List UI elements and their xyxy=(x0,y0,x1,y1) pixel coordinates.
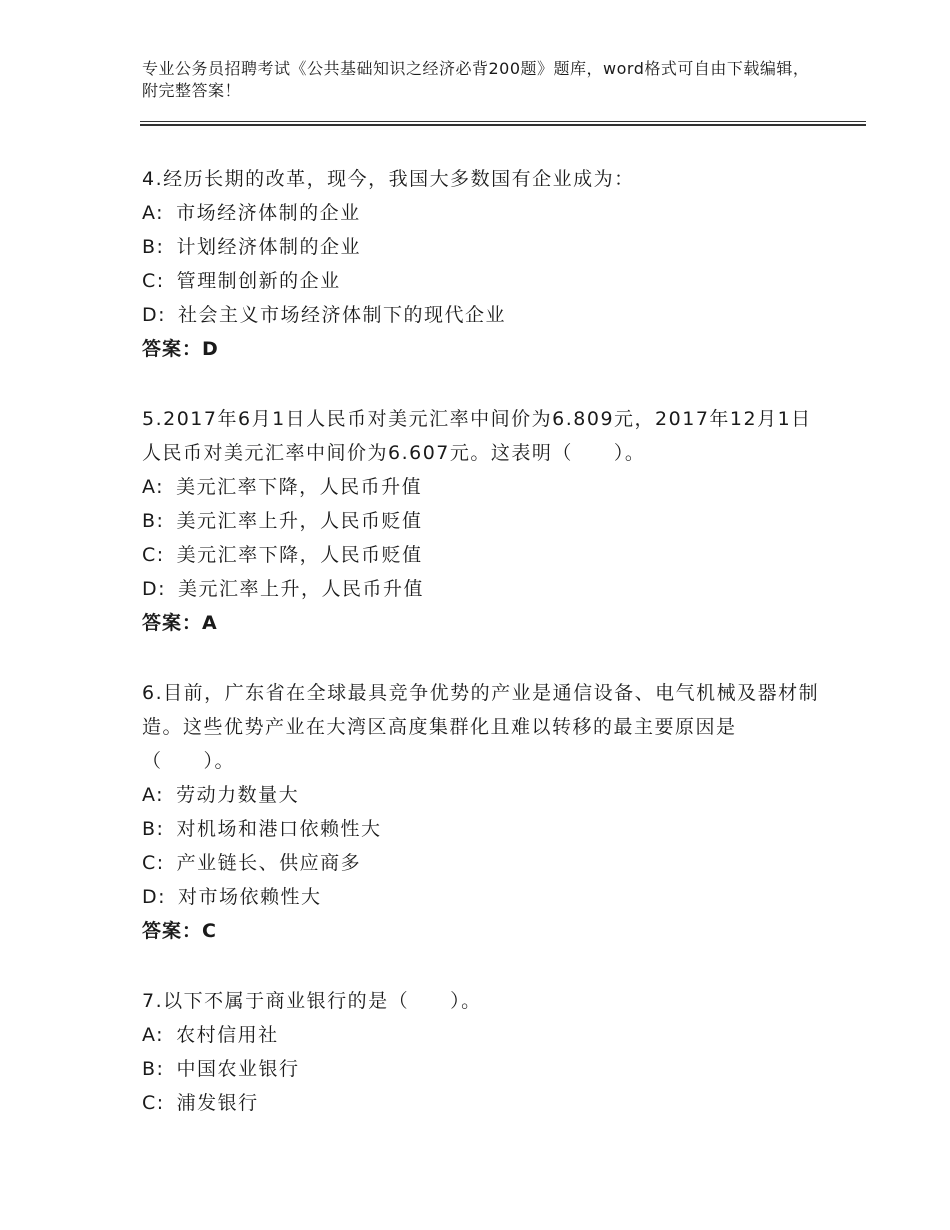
option-c xyxy=(142,538,822,572)
option-letter: C: xyxy=(142,852,165,874)
option-text: 美元汇率上升，人民币升值 xyxy=(178,578,425,600)
option-c xyxy=(142,264,822,298)
option-letter: B: xyxy=(142,818,165,840)
answer: 答案：A xyxy=(142,612,218,634)
option-letter: A: xyxy=(142,784,165,806)
option-text: 美元汇率上升，人民币贬值 xyxy=(176,510,423,532)
header-divider-thin xyxy=(140,121,866,122)
question-stem: 7.以下不属于商业银行的是（ ）。 xyxy=(142,990,482,1012)
option-text: 中国农业银行 xyxy=(176,1058,300,1080)
question-7 xyxy=(142,984,822,1120)
option-c xyxy=(142,1086,822,1120)
option-letter: B: xyxy=(142,1058,165,1080)
option-d xyxy=(142,880,822,914)
option-b xyxy=(142,230,822,264)
option-text: 社会主义市场经济体制下的现代企业 xyxy=(178,304,507,326)
option-text: 产业链长、供应商多 xyxy=(176,852,362,874)
option-letter: A: xyxy=(142,1024,165,1046)
question-4 xyxy=(142,162,822,366)
answer: 答案：D xyxy=(142,338,219,360)
option-text: 美元汇率下降，人民币贬值 xyxy=(176,544,423,566)
option-text: 市场经济体制的企业 xyxy=(176,202,361,224)
option-text: 美元汇率下降，人民币升值 xyxy=(176,476,423,498)
option-letter: A: xyxy=(142,202,165,224)
option-letter: D: xyxy=(142,578,167,600)
option-text: 农村信用社 xyxy=(176,1024,279,1046)
header-divider-thick xyxy=(140,124,866,126)
answer: 答案：C xyxy=(142,920,217,942)
option-letter: D: xyxy=(142,886,167,908)
option-d xyxy=(142,572,822,606)
option-letter: A: xyxy=(142,476,165,498)
question-list xyxy=(142,162,822,1156)
option-letter: C: xyxy=(142,1092,165,1114)
question-stem: 4.经历长期的改革，现今，我国大多数国有企业成为： xyxy=(142,168,635,190)
option-letter: C: xyxy=(142,544,165,566)
option-text: 对市场依赖性大 xyxy=(178,886,322,908)
option-letter: B: xyxy=(142,510,165,532)
question-stem: 6.目前，广东省在全球最具竞争优势的产业是通信设备、电气机械及器材制造。这些优势产业在大湾区高度集群化且难以转移的最主要原因是（ ）。 xyxy=(142,682,820,772)
option-a xyxy=(142,1018,822,1052)
option-text: 对机场和港口依赖性大 xyxy=(176,818,382,840)
page-header: 专业公务员招聘考试《公共基础知识之经济必背200题》题库，word格式可自由下载编辑，附完整答案！ xyxy=(142,59,810,100)
option-b xyxy=(142,812,822,846)
option-letter: D: xyxy=(142,304,167,326)
question-stem: 5.2017年6月1日人民币对美元汇率中间价为6.809元，2017年12月1日人民币对美元汇率中间价为6.607元。这表明（ ）。 xyxy=(142,408,812,464)
option-b xyxy=(142,504,822,538)
option-a xyxy=(142,196,822,230)
option-text: 劳动力数量大 xyxy=(176,784,300,806)
question-5 xyxy=(142,402,822,640)
option-b xyxy=(142,1052,822,1086)
option-a xyxy=(142,778,822,812)
option-c xyxy=(142,846,822,880)
option-a xyxy=(142,470,822,504)
option-text: 计划经济体制的企业 xyxy=(176,236,361,258)
option-text: 浦发银行 xyxy=(176,1092,259,1114)
option-letter: B: xyxy=(142,236,165,258)
option-text: 管理制创新的企业 xyxy=(176,270,341,292)
option-letter: C: xyxy=(142,270,165,292)
question-6 xyxy=(142,676,822,948)
option-d xyxy=(142,298,822,332)
